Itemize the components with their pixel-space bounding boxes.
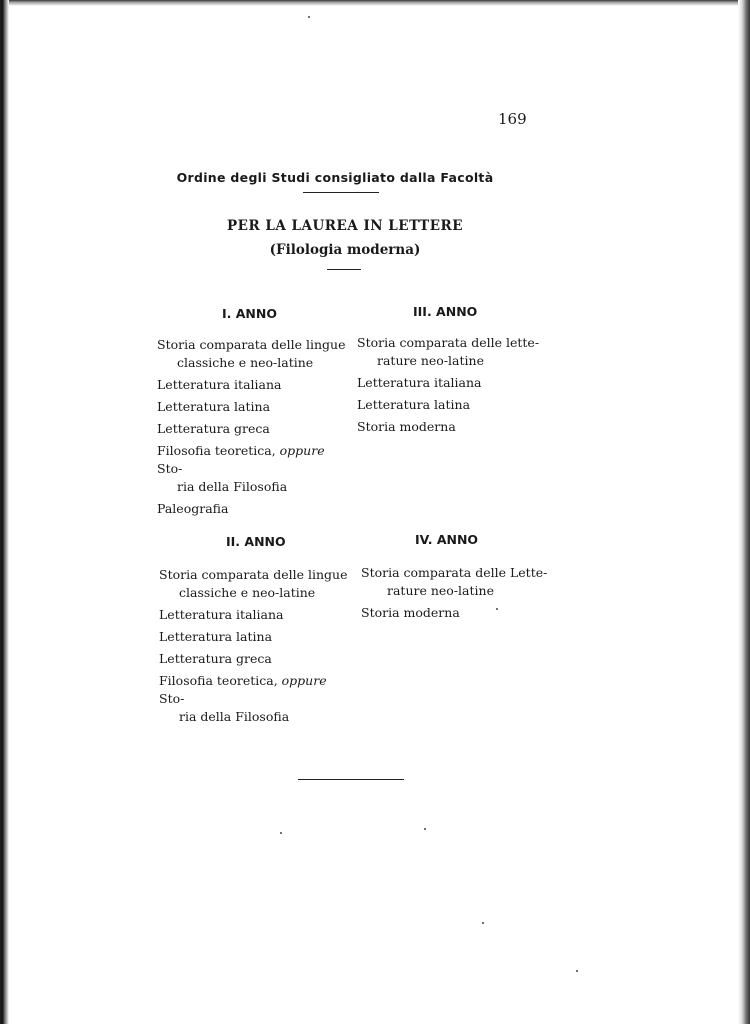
degree-divider	[327, 269, 361, 270]
course-line-continuation: classiche e neo-latine	[177, 355, 314, 370]
course-line: Storia comparata delle Lette-	[361, 565, 548, 580]
course-line: Letteratura italiana	[159, 607, 284, 622]
course-line-part: Sto-	[157, 461, 183, 476]
course-line: Storia comparata delle lingue	[157, 337, 346, 352]
course-line-continuation: rature neo-latine	[377, 353, 484, 368]
scan-speck	[576, 970, 578, 972]
course-item	[357, 396, 557, 414]
course-item	[159, 606, 349, 624]
course-item	[361, 564, 561, 600]
closing-divider	[298, 779, 404, 780]
course-line-continuation: classiche e neo-latine	[179, 585, 316, 600]
scan-top-edge	[0, 0, 750, 6]
course-item	[159, 566, 349, 602]
scan-speck	[496, 608, 498, 610]
course-line: Letteratura italiana	[157, 377, 282, 392]
course-item	[157, 336, 347, 372]
year-heading-3: III. ANNO	[413, 304, 478, 319]
page-header: Ordine degli Studi consigliato dalla Facoltà	[176, 170, 494, 185]
course-line: Letteratura latina	[157, 399, 271, 414]
course-item	[157, 500, 347, 518]
course-line: Letteratura latina	[159, 629, 273, 644]
course-line: Letteratura greca	[157, 421, 270, 436]
course-line-part: Filosofia teoretica,	[159, 673, 282, 688]
course-line-continuation: ria della Filosofia	[177, 479, 288, 494]
course-line-emphasis: oppure	[279, 443, 325, 458]
course-item	[357, 418, 557, 436]
course-line-part: Sto-	[159, 691, 185, 706]
year-heading-4: IV. ANNO	[415, 532, 479, 547]
course-line: Storia comparata delle lingue	[159, 567, 348, 582]
course-item	[157, 398, 347, 416]
course-line-part: Filosofia teoretica,	[157, 443, 280, 458]
page-number: 169	[498, 110, 527, 128]
course-list-year-2	[159, 566, 349, 730]
course-line-continuation: rature neo-latine	[387, 583, 494, 598]
course-item	[357, 374, 557, 392]
course-item	[357, 334, 557, 370]
course-list-year-1	[157, 336, 347, 522]
year-heading-1: I. ANNO	[222, 306, 277, 321]
scan-left-edge	[0, 0, 9, 1024]
course-line: Letteratura greca	[159, 651, 272, 666]
course-line-emphasis: oppure	[281, 673, 327, 688]
scan-right-edge	[738, 0, 750, 1024]
course-line: Letteratura latina	[357, 397, 471, 412]
course-item	[159, 672, 349, 726]
course-item	[361, 604, 561, 622]
degree-title: PER LA LAUREA IN LETTERE	[227, 218, 463, 234]
scan-speck	[482, 922, 484, 924]
course-item	[159, 628, 349, 646]
course-line: Storia moderna	[361, 605, 460, 620]
course-line: Letteratura italiana	[357, 375, 482, 390]
course-item	[157, 376, 347, 394]
course-list-year-4	[361, 564, 561, 626]
course-line: Paleografia	[157, 501, 229, 516]
course-list-year-3	[357, 334, 557, 440]
scan-speck	[280, 832, 282, 834]
course-line-continuation: ria della Filosofia	[179, 709, 290, 724]
degree-subtitle: (Filologia moderna)	[269, 242, 421, 258]
course-item	[157, 420, 347, 438]
course-line: Storia comparata delle lette-	[357, 335, 540, 350]
course-item	[159, 650, 349, 668]
scan-speck	[424, 828, 426, 830]
scan-speck	[308, 16, 310, 18]
year-heading-2: II. ANNO	[226, 534, 286, 549]
header-divider	[303, 192, 379, 193]
course-item	[157, 442, 347, 496]
course-line: Storia moderna	[357, 419, 456, 434]
